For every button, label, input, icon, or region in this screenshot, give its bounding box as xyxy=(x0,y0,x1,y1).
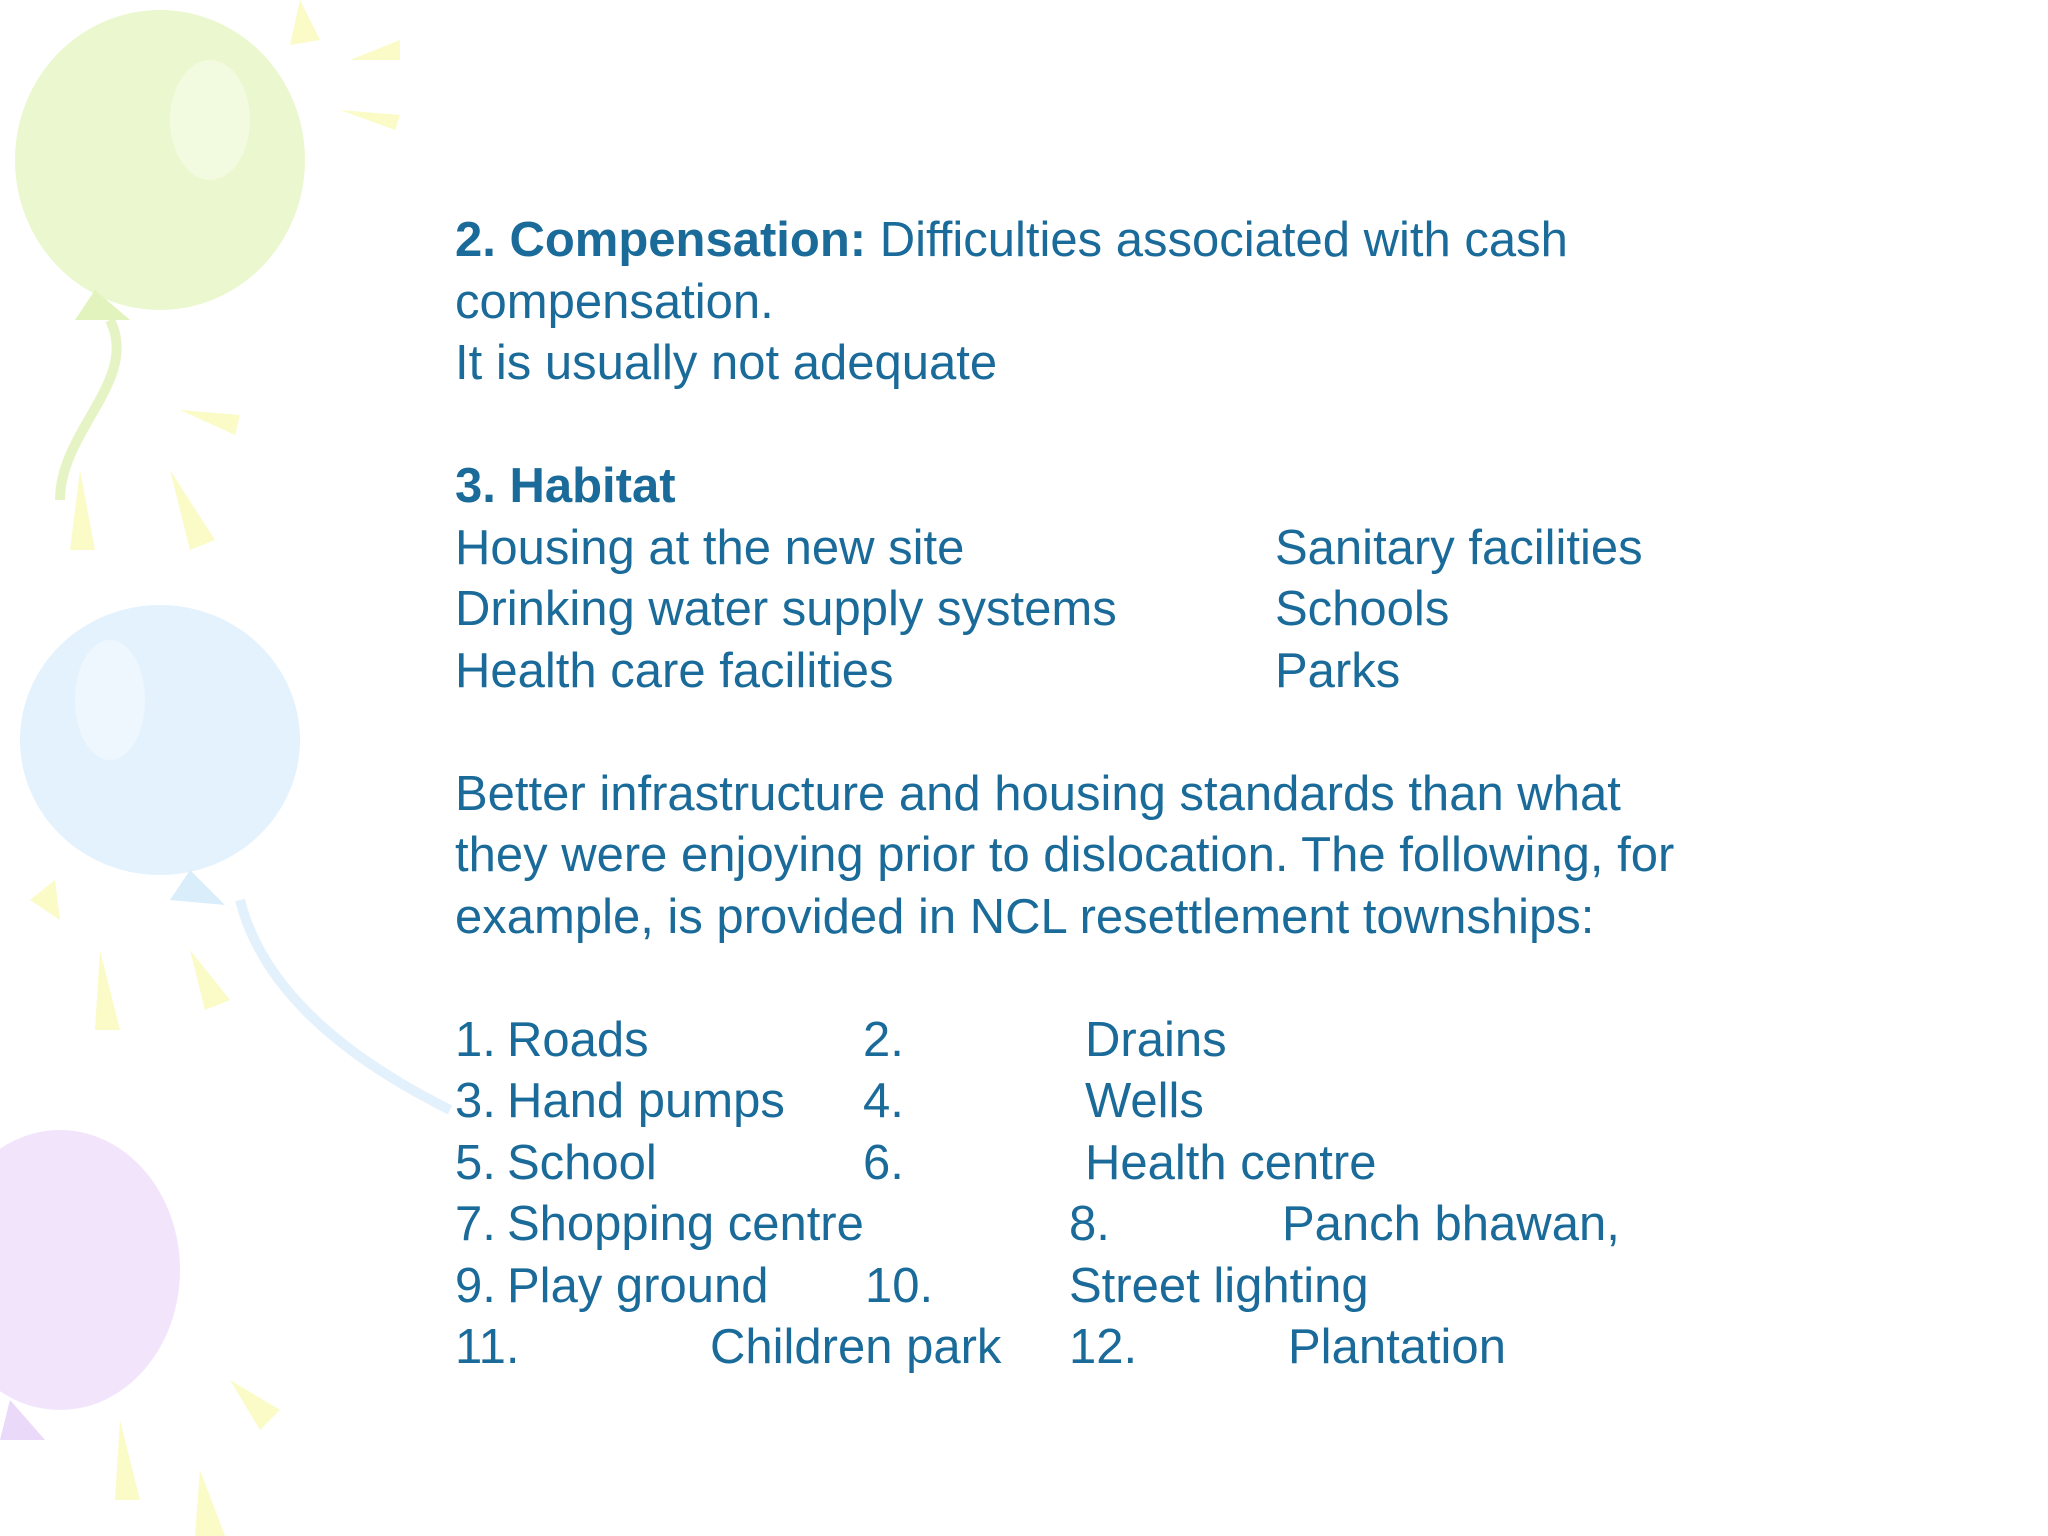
list-item: Street lighting xyxy=(1069,1258,1369,1313)
list-item: Roads xyxy=(507,1012,649,1067)
habitat-heading-text: 3. Habitat xyxy=(455,459,676,513)
paragraph-line: they were enjoying prior to dislocation. The following, for xyxy=(455,828,1675,882)
list-number: 1. xyxy=(455,1012,496,1067)
habitat-heading xyxy=(455,456,1955,518)
list-item: Play ground xyxy=(507,1258,769,1313)
list-row xyxy=(455,1071,1955,1133)
compensation-heading: 2. Compensation: xyxy=(455,213,867,267)
list-item: Children park xyxy=(710,1320,1002,1374)
list-item: Shopping centre xyxy=(507,1197,864,1251)
list-number: 6. xyxy=(863,1135,904,1190)
list-row xyxy=(455,1194,1955,1256)
list-number: 5. xyxy=(455,1135,496,1190)
habitat-left: Housing at the new site xyxy=(455,520,965,575)
list-item: Plantation xyxy=(1288,1320,1506,1374)
list-row xyxy=(455,1133,1955,1195)
habitat-right: Schools xyxy=(1275,582,1450,636)
list-number: 12. xyxy=(1069,1320,1138,1374)
blue-balloon-icon xyxy=(20,605,300,875)
list-item: Wells xyxy=(1085,1074,1204,1128)
list-number: 4. xyxy=(863,1074,904,1128)
habitat-left: Health care facilities xyxy=(455,643,894,698)
list-row xyxy=(455,1010,1955,1072)
list-row xyxy=(455,1317,1955,1379)
compensation-line-2: compensation. xyxy=(455,274,774,329)
list-number: 11. xyxy=(455,1320,520,1374)
habitat-row xyxy=(455,579,1955,641)
list-item: School xyxy=(507,1135,657,1190)
paragraph-line: Better infrastructure and housing standards than what xyxy=(455,766,1621,821)
habitat-row xyxy=(455,641,1955,703)
compensation-line-3: It is usually not adequate xyxy=(455,336,998,390)
list-row xyxy=(455,1256,1955,1318)
list-item: Hand pumps xyxy=(507,1074,785,1128)
list-item: Drains xyxy=(1085,1012,1227,1067)
list-number: 2. xyxy=(863,1012,904,1067)
list-number: 10. xyxy=(865,1258,934,1313)
paragraph-line: example, is provided in NCL resettlement townships: xyxy=(455,889,1595,944)
list-number: 8. xyxy=(1069,1197,1110,1251)
list-number: 3. xyxy=(455,1074,496,1128)
habitat-left: Drinking water supply systems xyxy=(455,582,1117,636)
green-balloon-icon xyxy=(15,10,305,310)
list-item: Panch bhawan, xyxy=(1282,1197,1620,1251)
list-item: Health centre xyxy=(1085,1135,1377,1190)
habitat-right: Sanitary facilities xyxy=(1275,520,1643,575)
habitat-right: Parks xyxy=(1275,643,1401,698)
purple-balloon-icon xyxy=(0,1130,180,1410)
slide-content xyxy=(455,210,1955,1379)
list-number: 7. xyxy=(455,1197,496,1251)
compensation-line-1 xyxy=(455,210,1955,272)
compensation-text: Difficulties associated with cash xyxy=(866,213,1568,267)
list-number: 9. xyxy=(455,1258,496,1313)
habitat-row xyxy=(455,518,1955,580)
